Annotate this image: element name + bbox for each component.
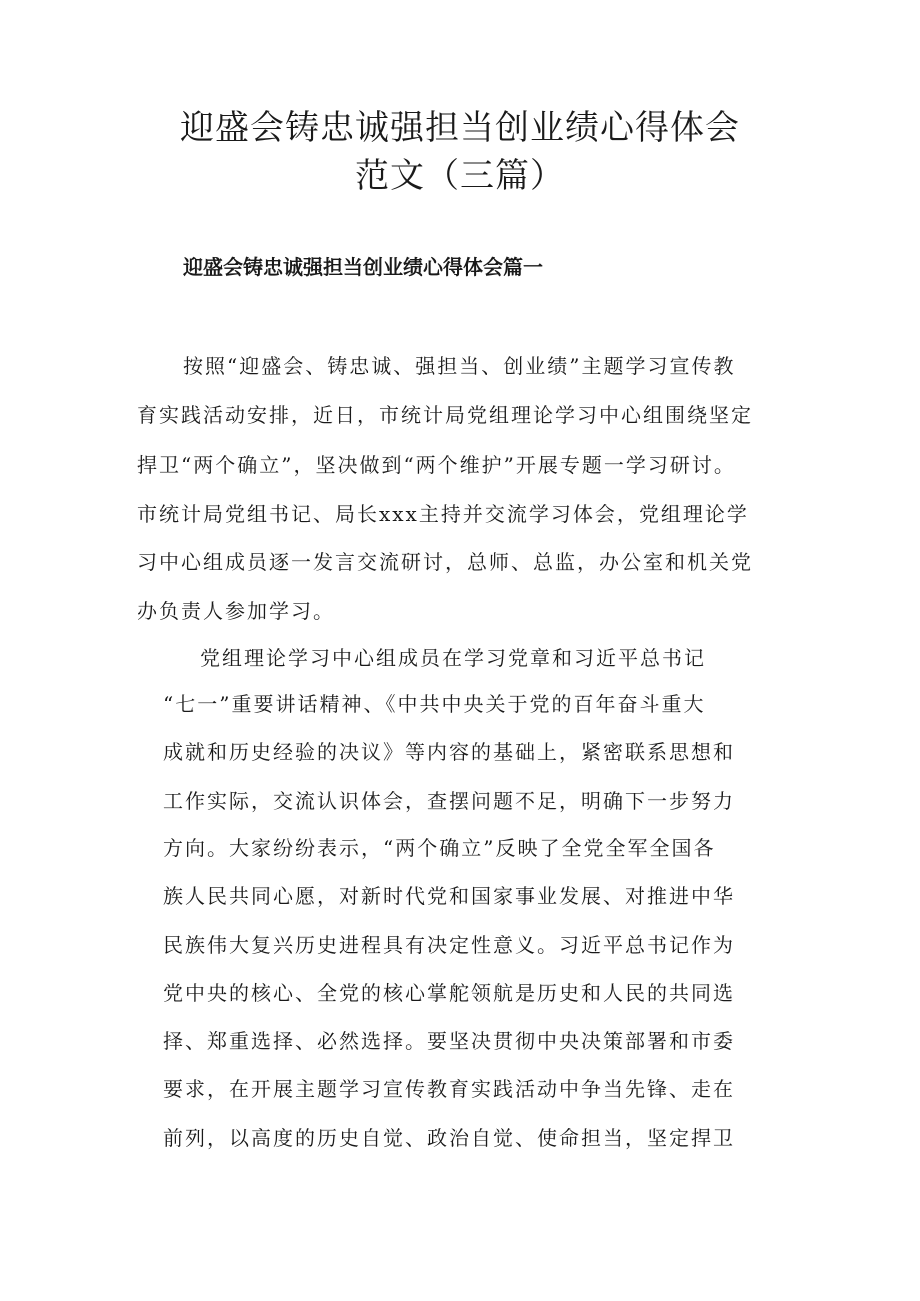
paragraph-line: 前列，以高度的历史自觉、政治自觉、使命担当，坚定捍卫 bbox=[163, 1126, 735, 1150]
paragraph-line: 捍卫“两个确立”，坚决做到“两个维护”开展专题一学习研讨。 bbox=[137, 453, 736, 477]
paragraph-line: 成就和历史经验的决议》等内容的基础上，紧密联系思想和 bbox=[163, 740, 735, 764]
paragraph-line: 族人民共同心愿，对新时代党和国家事业发展、对推进中华 bbox=[163, 884, 735, 908]
paragraph-line: 育实践活动安排，近日，市统计局党组理论学习中心组围绕坚定 bbox=[137, 403, 753, 427]
paragraph-line: 市统计局党组书记、局长xxx主持并交流学习体会，党组理论学 bbox=[137, 502, 749, 526]
section-heading: 迎盛会铸忠诚强担当创业绩心得体会篇一 bbox=[183, 255, 543, 279]
paragraph-line: 方向。大家纷纷表示，“两个确立”反映了全党全军全国各 bbox=[163, 836, 716, 860]
paragraph-line: “七一”重要讲话精神、《中共中央关于党的百年奋斗重大 bbox=[163, 692, 706, 716]
paragraph-line: 习中心组成员逐一发言交流研讨，总师、总监，办公室和机关党 bbox=[137, 550, 753, 574]
paragraph-line: 党组理论学习中心组成员在学习党章和习近平总书记 bbox=[200, 646, 706, 670]
paragraph-line: 按照“迎盛会、铸忠诚、强担当、创业绩”主题学习宣传教 bbox=[183, 354, 736, 378]
document-title-line2: 范文（三篇） bbox=[355, 156, 565, 196]
paragraph-line: 要求，在开展主题学习宣传教育实践活动中争当先锋、走在 bbox=[163, 1077, 735, 1101]
paragraph-line: 工作实际，交流认识体会，查摆问题不足，明确下一步努力 bbox=[163, 789, 735, 813]
paragraph-line: 党中央的核心、全党的核心掌舵领航是历史和人民的共同选 bbox=[163, 981, 735, 1005]
paragraph-line: 择、郑重选择、必然选择。要坚决贯彻中央决策部署和市委 bbox=[163, 1029, 735, 1053]
paragraph-line: 办负责人参加学习。 bbox=[137, 599, 335, 623]
paragraph-line: 民族伟大复兴历史进程具有决定性意义。习近平总书记作为 bbox=[163, 933, 735, 957]
document-title-line1: 迎盛会铸忠诚强担当创业绩心得体会 bbox=[180, 108, 740, 148]
